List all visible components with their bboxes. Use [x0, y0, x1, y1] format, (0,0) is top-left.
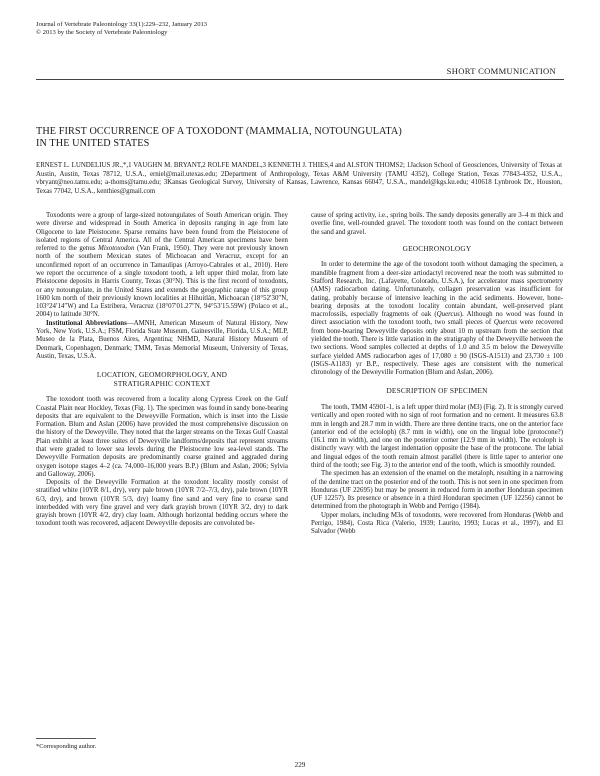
geo-text-a: In order to determine the age of the toxodont tooth without damaging the specimen, a mandible fragment from a deer-size artiodactyl recovered near the tooth was submitted to Stafford Research, Inc. (Lafayette, Colorado, U.S.A.), for accelerator mass spectrometry (AMS) radiocarbon dating. Unfortunately, collagen preservation was insufficient for dating, probably because of intensive leaching in the acid sediments. However, bone-bearing deposits at the toxodont locality contain abundant, well-preserved plant macrofossils, especially fragments of oak ( — [311, 261, 563, 319]
geo-text-b: ). Although no wood was found in direct association with the toxodont tooth, two small pieces of — [311, 311, 563, 327]
intro-paragraph — [36, 212, 288, 320]
location-paragraph-2: Deposits of the Deweyville Formation at the toxodont locality mostly consist of stratified white (10YR 8/1, dry), very pale brown (10YR 7/2–7/3, dry), pale brown (10YR 6/3, dry), and brown (10YR 5/3, dry) loamy fine sand and very fine to coarse sand interbedded with very fine gravel and very dark grayish brown (10YR 3/2, dry) to dark grayish brown (10YR 4/2, dry) clay loam. Although horizontal bedding occurs where the toxodont tooth was recovered, adjacent Deweyville deposits are convoluted be- — [36, 479, 288, 528]
description-heading: DESCRIPTION OF SPECIMEN — [386, 386, 488, 396]
geochronology-heading: GEOCHRONOLOGY — [402, 243, 472, 253]
title-line-1: THE FIRST OCCURRENCE OF A TOXODONT (MAMMALIA, NOTOUNGULATA) — [36, 126, 402, 137]
journal-line-1: Journal of Vertebrate Paleontology 33(1):229–232, January 2013 — [36, 21, 208, 28]
abbreviations-text: —AMNH, American Museum of Natural History, New York, New York, U.S.A.; FSM, Florida State Museum, Gainesville, Florida, U.S.A.; MLP, Museo de la Plata, Buenos Aires, Argentina; NHMD, Natural History Museum of Denmark, Copenhagen, Denmark; TMM, Texas Memorial Museum, University of Texas, Austin, Texas, U.S.A. — [36, 319, 288, 360]
footnote: *Corresponding author. — [36, 743, 97, 750]
page-number: 229 — [294, 761, 306, 769]
description-paragraph-2: The specimen has an extension of the enamel on the metaloph, resulting in a narrowing of the dentine tract on the posterior end of the tooth. This is not seen in one specimen from Honduras (UF 22695) but may be present in reduced form in another Honduran specimen (UF 12257). Its presence or absence in a third Honduran specimen (UF 12256) cannot be determined from the photograph in Webb and Perrigo (1984). — [311, 470, 563, 511]
header-rule — [36, 79, 564, 80]
title-line-2: IN THE UNITED STATES — [36, 138, 150, 149]
abbreviations-heading: Institutional Abbreviations — [46, 319, 127, 327]
journal-line-2: © 2013 by the Society of Vertebrate Paleontology — [36, 29, 168, 36]
genus-name: Quercus — [493, 319, 517, 327]
footnote-rule — [36, 738, 96, 739]
genus-name: Quercus — [436, 311, 460, 319]
intro-text-a: Toxodonts were a group of large-sized notoungulates of South American origin. They were diverse and widespread in South America in deposits ranging in age from late Oligocene to late Pleistocene. Sparse remains have been found from the Pleistocene of isolated regions of Central America. All of the Central American specimens have been referred to the genus — [36, 212, 288, 253]
heading-line-1: LOCATION, GEOMORPHOLOGY, AND — [96, 370, 228, 380]
geo-text-c: were recovered from bone-bearing Deweyville deposits only about 10 m upstream from the section that yielded the tooth. There is little variation in the stratigraphy of the Deweyville between the two sections. Wood samples collected at depths of 1.0 and 3.5 m below the Deweyville surface yielded AMS radiocarbon ages of 17,080 ± 90 (ISGS-A1513) and 23,730 ± 100 (ISGS-A1183) yr B.P., respectively. These ages are consistent with the numerical chronology of the Deweyville Formation (Blum and Aslan, 2006). — [311, 319, 563, 377]
left-column — [36, 212, 288, 529]
geochronology-paragraph — [311, 261, 563, 377]
abbreviations-paragraph — [36, 320, 288, 361]
description-paragraph-3: Upper molars, including M3s of toxodonts, were recovered from Honduras (Webb and Perrigo, 1984), Costa Rica (Valerio, 1939; Laurito, 1993; Lucas et al., 1997), and El Salvador (Webb — [311, 511, 563, 536]
article-title — [36, 126, 456, 150]
journal-citation — [36, 21, 207, 37]
location-section-heading — [36, 371, 288, 388]
section-label: SHORT COMMUNICATION — [446, 66, 556, 76]
genus-name: Mixotoxodon — [98, 245, 135, 253]
continued-paragraph: cause of spring activity, i.e., spring boils. The sandy deposits generally are 3–4 m thick and overlie fine, well-rounded gravel. The toxodont tooth was found on the contact between the sand and gravel. — [311, 212, 563, 236]
heading-line-2: STRATIGRAPHIC CONTEXT — [113, 378, 211, 388]
location-paragraph-1: The toxodont tooth was recovered from a locality along Cypress Creek on the Gulf Coastal Plain near Hockley, Texas (Fig. 1). The specimen was found in sandy bone-bearing deposits that are equivalent to the Deweyville Formation, which is inset into the Lissie Formation. Blum and Aslan (2006) have provided the most comprehensive discussion on the history of the Deweyville. They noted that the larger streams on the Texas Gulf Coastal Plain exhibit at least three suites of Deweyville landforms/deposits that represent streams that were graded to lower sea levels during the Pleistocene low sea-level stands. The Deweyville Formation deposits are predominantly coarse grained and aggraded during oxygen isotope stages 4–2 (ca. 74,000–16,000 years B.P.) (Blum and Aslan, 2006; Sylvia and Galloway, 2006). — [36, 396, 288, 478]
intro-text-b: (Van Frank, 1950). They were not previously known north of the southern Mexican states of Michoacan and Veracruz, except for an unconfirmed report of an occurrence in Tamaulipas (Arroyo-Cabrales et al., 2010). Here we report the occurrence of a single toxodont tooth, a left upper third molar, from late Pleistocene deposits in Harris County, Texas (30°N). This is the first record of toxodonts, or any notoungulate, in the United States and extends the geographic range of this group 1600 km north of their previously known localities at Hihuitlán, Michoacan (18°52′30″N, 103°24′14″W) and La Estribera, Veracruz (18°07′01.27″N, 94°53′15.59W) (Polaco et al., 2004) to latitude 30°N. — [36, 245, 288, 319]
author-affiliations: ERNEST L. LUNDELIUS JR.,*,1 VAUGHN M. BRYANT,2 ROLFE MANDEL,3 KENNETH J. THIES,4 and ALSTON THOMS2; 1Jackson School of Geosciences, University of Texas at Austin, Austin, Texas 78712, U.S.A., erniel@mail.utexas.edu; 2Department of Anthropology, Texas A&M University (TAMU 4352), College Station, Texas 77843-4352, U.S.A., vbryant@neo.tamu.edu; a-thoms@tamu.edu; 3Kansas Geological Survey, University of Kansas, Lawrence, Kansas 66047, U.S.A., mandel@kgs.ku.edu; 410618 Lynbrook Dr., Houston, Texas 77042, U.S.A., kenthies@gmail.com — [36, 162, 562, 195]
right-column — [311, 212, 563, 536]
description-paragraph-1: The tooth, TMM 45901-1, is a left upper third molar (M3) (Fig. 2). It is strongly curved vertically and open rooted with no sign of root formation and no cement. It measures 63.8 mm in length and 28.7 mm in width. There are three dentine tracts, one on the anterior face (anterior end of the ectoloph) (8.7 mm in width), one on the lingual lobe (protocone?) (16.1 mm in width), and one on the posterior corner (12.9 mm in width). The ectoloph is distinctly wavy with the largest indentation opposite the base of the protocone. The labial and lingual edges of the tooth remain almost parallel (there is little taper to anterior one third of the tooth; see Fig. 3) to the anterior end of the tooth, which is smoothly rounded. — [311, 403, 563, 469]
